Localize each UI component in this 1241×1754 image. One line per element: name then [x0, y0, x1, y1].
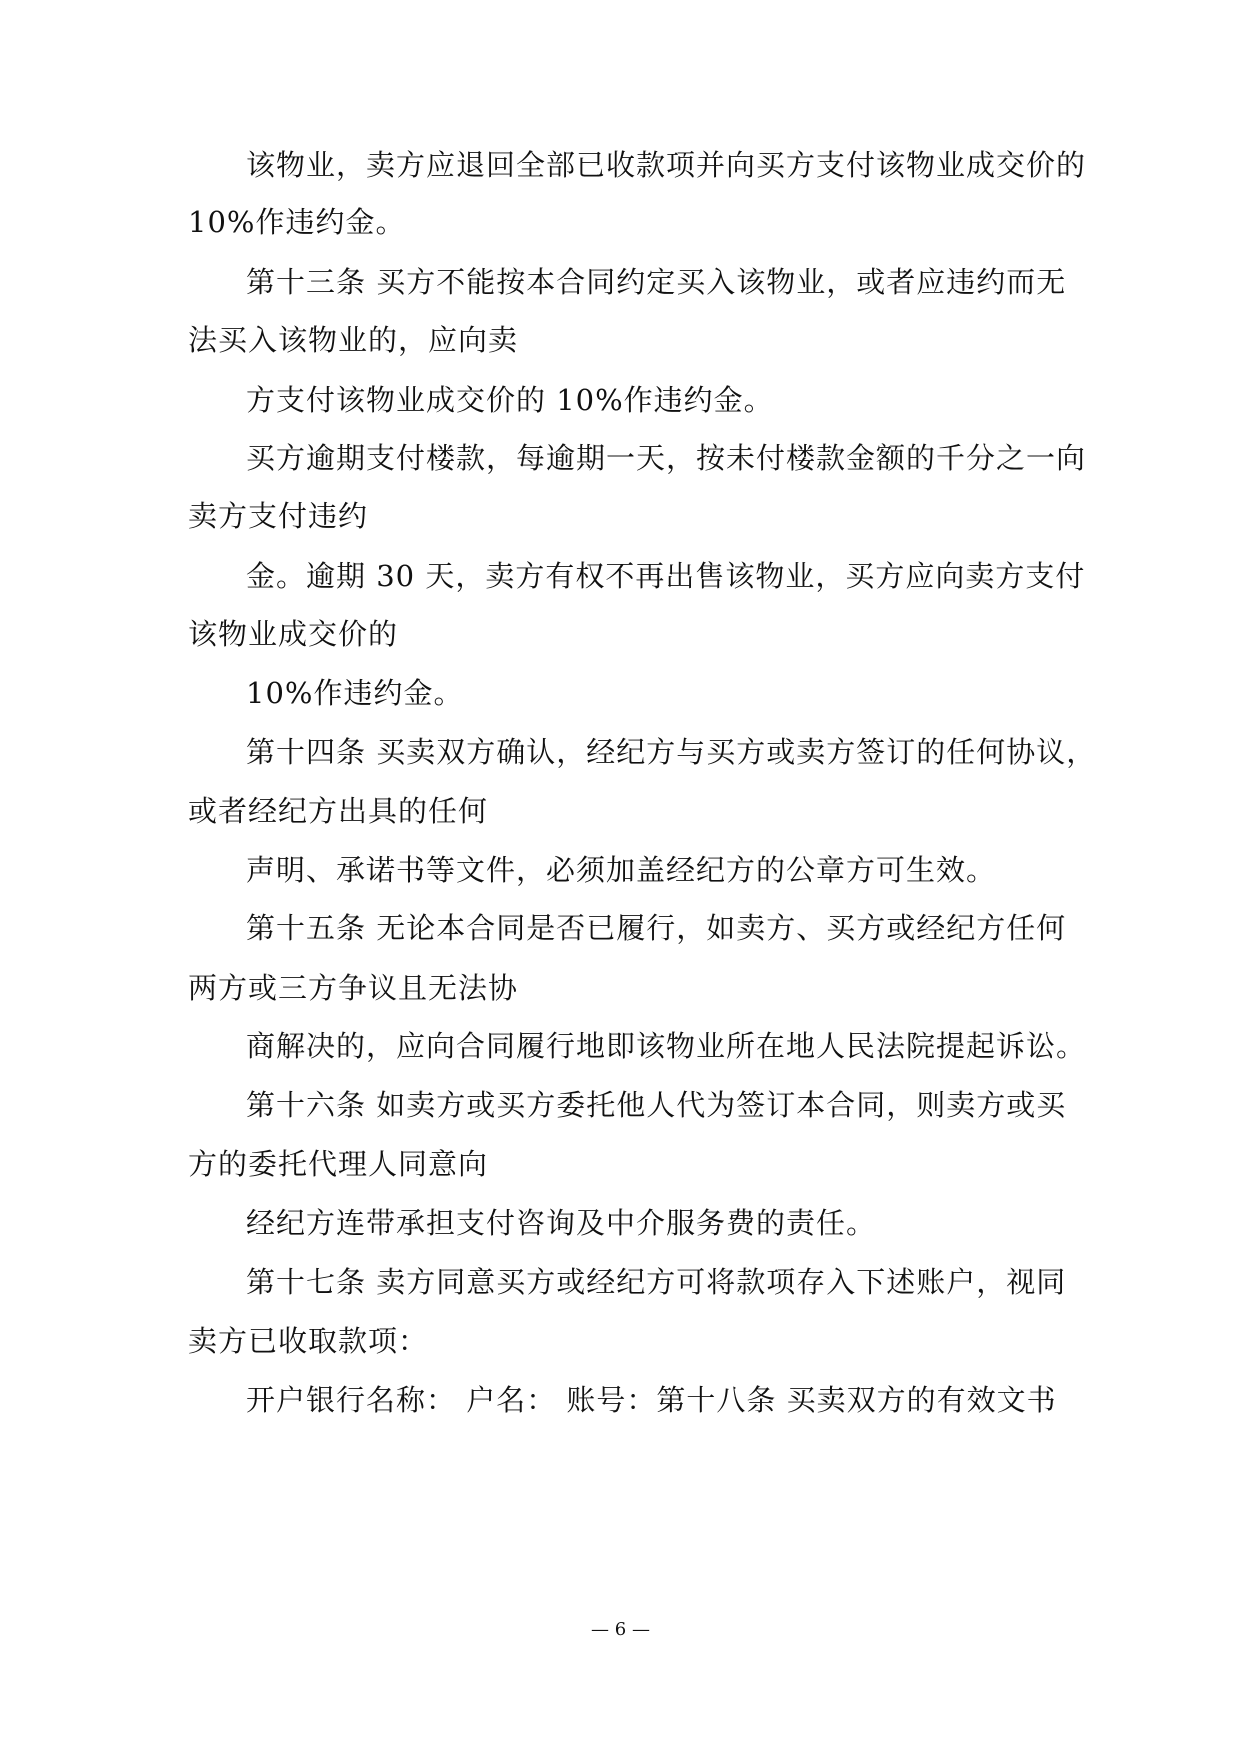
text-line: 两方或三方争议且无法协 — [188, 971, 519, 1005]
text-line: 金。逾期 30 天，卖方有权不再出售该物业，买方应向卖方支付 — [246, 559, 1086, 593]
text-line: 10%作违约金。 — [188, 205, 406, 239]
text-line: 卖方已收取款项： — [188, 1324, 429, 1358]
text-line: 经纪方连带承担支付咨询及中介服务费的责任。 — [246, 1206, 877, 1240]
text-line: 开户银行名称： 户名： 账号：第十八条 买卖双方的有效文书 — [246, 1383, 1057, 1417]
text-line: 第十四条 买卖双方确认，经纪方与买方或卖方签订的任何协议， — [246, 735, 1097, 769]
text-line: 该物业成交价的 — [188, 617, 399, 651]
text-line: 第十三条 买方不能按本合同约定买入该物业，或者应违约而无 — [246, 265, 1067, 299]
text-line: 商解决的，应向合同履行地即该物业所在地人民法院提起诉讼。 — [246, 1029, 1087, 1063]
text-line: 方的委托代理人同意向 — [188, 1147, 489, 1181]
page-number: — 6 — — [591, 1619, 650, 1640]
text-line: 第十五条 无论本合同是否已履行，如卖方、买方或经纪方任何 — [246, 911, 1067, 945]
text-line: 第十六条 如卖方或买方委托他人代为签订本合同，则卖方或买 — [246, 1088, 1067, 1122]
text-line: 法买入该物业的，应向卖 — [188, 323, 519, 357]
text-line: 买方逾期支付楼款，每逾期一天，按未付楼款金额的千分之一向 — [246, 441, 1087, 475]
text-line: 卖方支付违约 — [188, 499, 369, 533]
text-line: 该物业，卖方应退回全部已收款项并向买方支付该物业成交价的 — [246, 148, 1087, 182]
text-line: 或者经纪方出具的任何 — [188, 794, 489, 828]
text-line: 第十七条 卖方同意买方或经纪方可将款项存入下述账户，视同 — [246, 1265, 1067, 1299]
text-line: 方支付该物业成交价的 10%作违约金。 — [246, 383, 774, 417]
text-line: 声明、承诺书等文件，必须加盖经纪方的公章方可生效。 — [246, 853, 997, 887]
text-line: 10%作违约金。 — [246, 676, 464, 710]
